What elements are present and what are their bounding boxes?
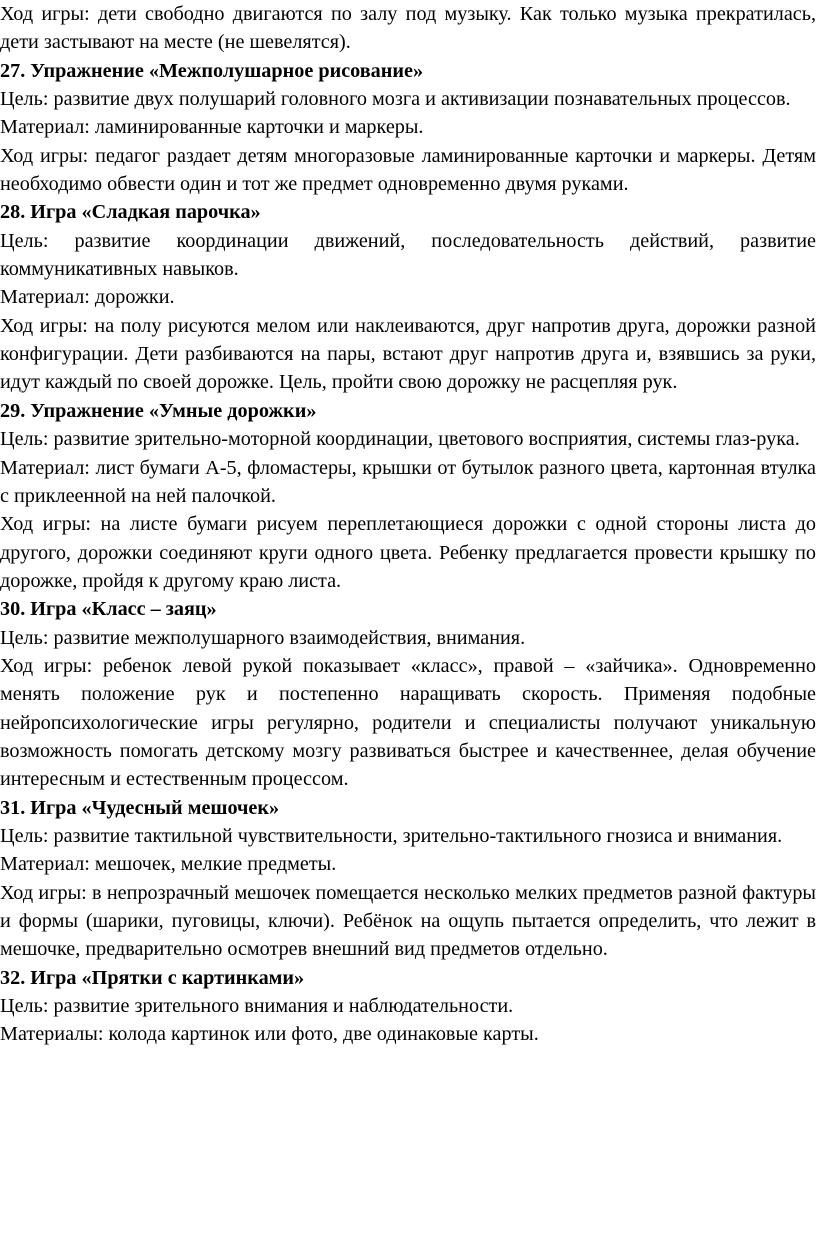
game-32-materials: Материалы: колода картинок или фото, две одинаковые карты.	[0, 1023, 539, 1046]
exercise-27-procedure: Ход игры: педагог раздает детям многоразовые ламинированные карточки и маркеры. Детям необходимо обвести один и тот же предмет одновременно двумя руками.	[0, 144, 816, 196]
game-31-procedure: Ход игры: в непрозрачный мешочек помещается несколько мелких предметов разной фактуры и формы (шарики, пуговицы, ключи). Ребёнок на ощупь пытается определить, что лежит в мешочке, предварительно осмотрев внешний вид предметов отдельно.	[0, 881, 816, 961]
exercise-29-heading: 29. Упражнение «Умные дорожки»	[0, 399, 317, 422]
game-28-heading: 28. Игра «Сладкая парочка»	[0, 201, 261, 224]
game-28-goal: Цель: развитие координации движений, последовательность действий, развитие коммуникативных навыков.	[0, 229, 816, 281]
exercise-29-goal: Цель: развитие зрительно-моторной координации, цветового восприятия, системы глаз-рука.	[0, 428, 800, 451]
exercise-27-goal: Цель: развитие двух полушарий головного мозга и активизации познавательных процессов.	[0, 88, 791, 111]
game-28-material: Материал: дорожки.	[0, 286, 175, 309]
game-32-goal: Цель: развитие зрительного внимания и наблюдательности.	[0, 995, 514, 1018]
game-28-procedure: Ход игры: на полу рисуются мелом или наклеиваются, друг напротив друга, дорожки разной конфигурации. Дети разбиваются на пары, встают друг напротив друга и, взявшись за руки, идут каждый по своей дорожке. Цель, пройти свою дорожку не расцепляя рук.	[0, 314, 816, 394]
exercise-29-material: Материал: лист бумаги А-5, фломастеры, крышки от бутылок разного цвета, картонная втулка с приклеенной на ней палочкой.	[0, 456, 816, 507]
game-30-goal: Цель: развитие межполушарного взаимодействия, внимания.	[0, 626, 526, 649]
game-30-procedure: Ход игры: ребенок левой рукой показывает «класс», правой – «зайчика». Одновременно менять положение рук и постепенно наращивать скорость. Применяя подобные нейропсихологические игры регулярно, родители и специалисты получают уникальную возможность помогать детскому мозгу развиваться быстрее и качественнее, делая обучение интересным и естественным процессом.	[0, 654, 816, 791]
exercise-27-material: Материал: ламинированные карточки и маркеры.	[0, 116, 424, 139]
game-30-heading: 30. Игра «Класс – заяц»	[0, 598, 217, 621]
game-31-material: Материал: мешочек, мелкие предметы.	[0, 853, 337, 876]
exercise-29-procedure: Ход игры: на листе бумаги рисуем переплетающиеся дорожки с одной стороны листа до другого, дорожки соединяют круги одного цвета. Ребенку предлагается провести крышку по дорожке, пройдя к другому краю листа.	[0, 513, 816, 592]
game-31-goal: Цель: развитие тактильной чувствительности, зрительно-тактильного гнозиса и внимания.	[0, 824, 783, 847]
exercise-27-heading: 27. Упражнение «Межполушарное рисование»	[0, 59, 424, 82]
game-26-procedure: Ход игры: дети свободно двигаются по залу под музыку. Как только музыка прекратилась, дети застывают на месте (не шевелятся).	[0, 3, 816, 54]
game-31-heading: 31. Игра «Чудесный мешочек»	[0, 796, 280, 819]
game-32-heading: 32. Игра «Прятки с картинками»	[0, 966, 305, 989]
